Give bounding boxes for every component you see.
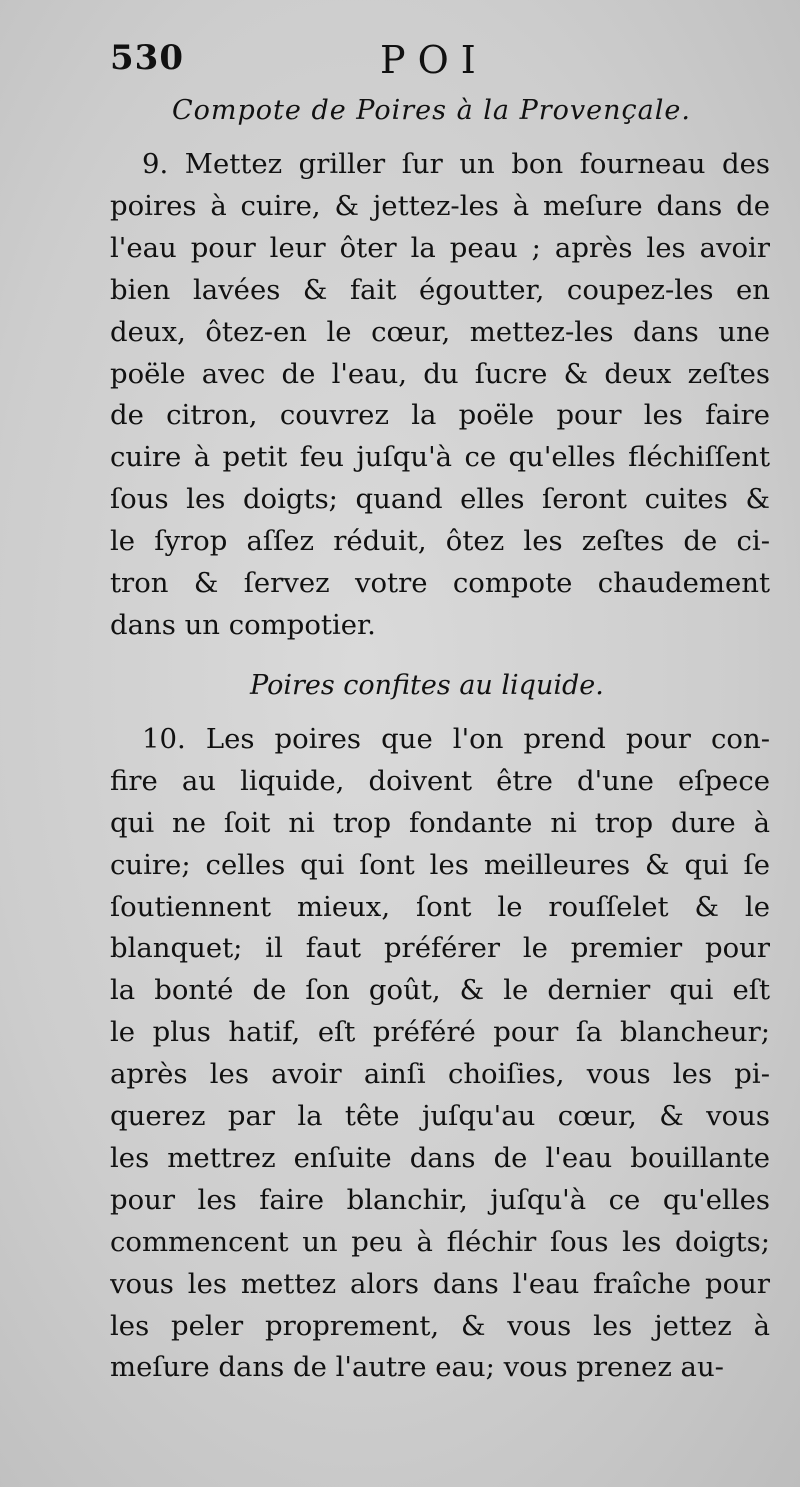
running-head: POI — [380, 38, 488, 82]
text-line: de citron, couvrez la poële pour les faire — [110, 399, 770, 432]
text-line: pour les faire blanchir, juſqu'à ce qu'elles — [110, 1183, 770, 1216]
text-line: ſous les doigts; quand elles ſeront cuites & — [110, 483, 770, 516]
text-line: 9. Mettez griller ſur un bon fourneau des — [142, 148, 770, 180]
text-line: commencent un peu à fléchir ſous les doigts; — [110, 1225, 770, 1258]
text-line: querez par la tête juſqu'au cœur, & vous — [110, 1100, 770, 1133]
text-line: les mettrez enſuite dans de l'eau bouillante — [110, 1141, 770, 1174]
text-line: qui ne ſoit ni trop fondante ni trop dure à — [110, 806, 770, 839]
text-line: tron & ſervez votre compote chaudement — [110, 567, 770, 600]
paragraph-compote — [110, 144, 770, 647]
text-line: bien lavées & fait égoutter, coupez-les en — [110, 273, 770, 306]
text-line: poële avec de l'eau, du ſucre & deux zeſtes — [110, 357, 770, 390]
section-title-confites: Poires confites au liquide. — [250, 669, 604, 701]
text-line: les peler proprement, & vous les jettez à — [110, 1309, 770, 1342]
text-line: deux, ôtez-en le cœur, mettez-les dans une — [110, 315, 770, 348]
text-line: ſoutiennent mieux, ſont le rouſſelet & le — [110, 890, 770, 923]
text-line: la bonté de ſon goût, & le dernier qui eſt — [110, 974, 770, 1007]
text-line: le ſyrop aſſez réduit, ôtez les zeſtes de ci- — [110, 525, 770, 558]
paragraph-confites — [110, 719, 770, 1390]
page-number: 530 — [110, 38, 184, 78]
text-line: fire au liquide, doivent être d'une eſpece — [110, 764, 770, 797]
text-line: vous les mettez alors dans l'eau fraîche pour — [110, 1267, 770, 1300]
text-line: le plus hatif, eſt préféré pour ſa blancheur; — [110, 1016, 770, 1049]
text-line: meſure dans de l'autre eau; vous prenez au- — [110, 1351, 724, 1384]
text-line: cuire; celles qui ſont les meilleures & qui ſe — [110, 848, 770, 881]
text-line: dans un compotier. — [110, 608, 376, 641]
section-title-compote: Compote de Poires à la Provençale. — [172, 95, 691, 126]
text-line: après les avoir ainſi choiſies, vous les pi- — [110, 1058, 770, 1091]
text-line: 10. Les poires que l'on prend pour con- — [142, 722, 770, 755]
page-header — [110, 30, 770, 90]
text-line: blanquet; il faut préférer le premier pour — [110, 932, 770, 965]
text-line: cuire à petit feu juſqu'à ce qu'elles fléchiſſent — [110, 441, 770, 474]
text-line: l'eau pour leur ôter la peau ; après les avoir — [110, 231, 770, 264]
text-line: poires à cuire, & jettez-les à meſure dans de — [110, 189, 770, 222]
